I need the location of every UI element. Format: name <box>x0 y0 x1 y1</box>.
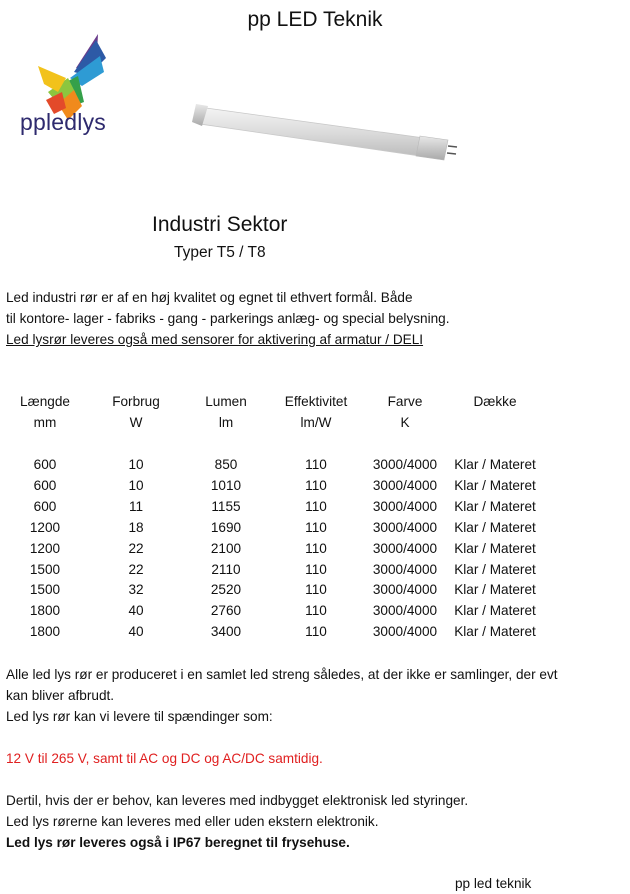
table-cell: 3000/4000 <box>372 477 438 493</box>
column-header: Lumen <box>205 394 247 409</box>
section-title: Industri Sektor <box>152 213 288 236</box>
table-cell: 110 <box>305 582 327 598</box>
table-cell: 40 <box>128 603 144 619</box>
table-cell: 110 <box>305 477 327 493</box>
table-cell: 18 <box>128 519 144 535</box>
table-cell: 40 <box>128 624 144 640</box>
column-header: Effektivitet <box>284 394 348 409</box>
column-unit: lm/W <box>300 415 332 430</box>
table-cell: 1690 <box>210 519 242 535</box>
signature: pp led teknik <box>455 876 532 891</box>
table-cell: Klar / Materet <box>454 477 536 493</box>
page-title: pp LED Teknik <box>247 8 383 31</box>
table-cell: Klar / Materet <box>454 624 536 640</box>
led-tube-image <box>192 96 462 162</box>
info-paragraph-line-2: kan bliver afbrudt. <box>6 688 115 703</box>
table-cell: 2110 <box>211 561 241 577</box>
table-cell: Klar / Materet <box>454 561 536 577</box>
column-header: Farve <box>387 394 423 409</box>
column-unit: mm <box>33 415 57 430</box>
table-cell: 1155 <box>211 498 241 514</box>
table-cell: 3000/4000 <box>372 603 438 619</box>
column-unit: K <box>400 415 410 430</box>
table-cell: 3000/4000 <box>372 519 438 535</box>
table-cell: 1010 <box>210 477 242 493</box>
table-cell: 2100 <box>210 540 242 556</box>
table-cell: 2520 <box>210 582 242 598</box>
intro-line-1: Led industri rør er af en høj kvalitet og egnet til ethvert formål. Både <box>6 290 413 305</box>
table-cell: 110 <box>305 540 327 556</box>
ip67-note: Led lys rør leveres også i IP67 beregnet til frysehuse. <box>6 835 350 850</box>
table-cell: 3000/4000 <box>372 561 438 577</box>
electronics-line-1: Dertil, hvis der er behov, kan leveres med indbygget elektronisk led styringer. <box>6 793 469 808</box>
table-cell: Klar / Materet <box>454 519 536 535</box>
table-cell: 110 <box>305 519 327 535</box>
table-cell: 110 <box>305 603 327 619</box>
table-cell: 850 <box>214 457 238 472</box>
voltage-spec: 12 V til 265 V, samt til AC og DC og AC/DC samtidig. <box>6 751 323 766</box>
electronics-line-2: Led lys rørerne kan leveres med eller uden ekstern elektronik. <box>6 814 379 829</box>
table-cell: 2760 <box>210 603 242 619</box>
table-cell: 3000/4000 <box>372 498 438 514</box>
table-cell: 600 <box>33 498 57 514</box>
column-header: Længde <box>20 394 70 409</box>
table-cell: 22 <box>128 561 144 577</box>
table-cell: 3000/4000 <box>372 624 438 640</box>
table-cell: 110 <box>305 457 327 472</box>
table-cell: Klar / Materet <box>454 603 536 619</box>
intro-line-3-underlined: Led lysrør leveres også med sensorer for aktivering af armatur / DELI <box>6 332 424 347</box>
section-subtitle: Typer T5 / T8 <box>174 244 266 261</box>
table-cell: Klar / Materet <box>454 582 536 598</box>
logo-wordmark: ppledlys <box>20 109 106 135</box>
table-cell: 110 <box>305 561 327 577</box>
table-cell: 10 <box>128 477 144 493</box>
table-cell: Klar / Materet <box>454 540 536 556</box>
table-cell: Klar / Materet <box>454 457 536 472</box>
table-cell: 1800 <box>29 624 61 640</box>
column-unit: W <box>129 415 143 430</box>
table-cell: 3000/4000 <box>372 582 438 598</box>
table-cell: 1800 <box>29 603 61 619</box>
table-cell: 32 <box>128 582 144 598</box>
info-paragraph-line-1: Alle led lys rør er produceret i en samlet led streng således, at der ikke er samlinger, der evt <box>6 667 558 682</box>
column-unit: lm <box>218 415 234 430</box>
table-cell: 22 <box>128 540 144 556</box>
column-header: Dække <box>473 394 517 409</box>
table-cell: 600 <box>33 477 57 493</box>
table-cell: Klar / Materet <box>454 498 536 514</box>
table-cell: 11 <box>128 498 144 514</box>
table-cell: 10 <box>128 457 144 472</box>
table-cell: 3000/4000 <box>372 457 438 472</box>
table-cell: 1200 <box>29 540 61 556</box>
column-header: Forbrug <box>112 394 160 409</box>
table-cell: 1200 <box>29 519 61 535</box>
table-cell: 1500 <box>29 561 61 577</box>
table-cell: 3000/4000 <box>372 540 438 556</box>
table-cell: 600 <box>33 457 57 472</box>
intro-line-2: til kontore- lager - fabriks - gang - parkerings anlæg- og special belysning. <box>6 311 450 326</box>
table-cell: 1500 <box>29 582 61 598</box>
table-cell: 3400 <box>210 624 242 640</box>
table-cell: 110 <box>305 498 327 514</box>
table-cell: 110 <box>305 624 327 640</box>
voltage-intro: Led lys rør kan vi levere til spændinger som: <box>6 709 273 724</box>
